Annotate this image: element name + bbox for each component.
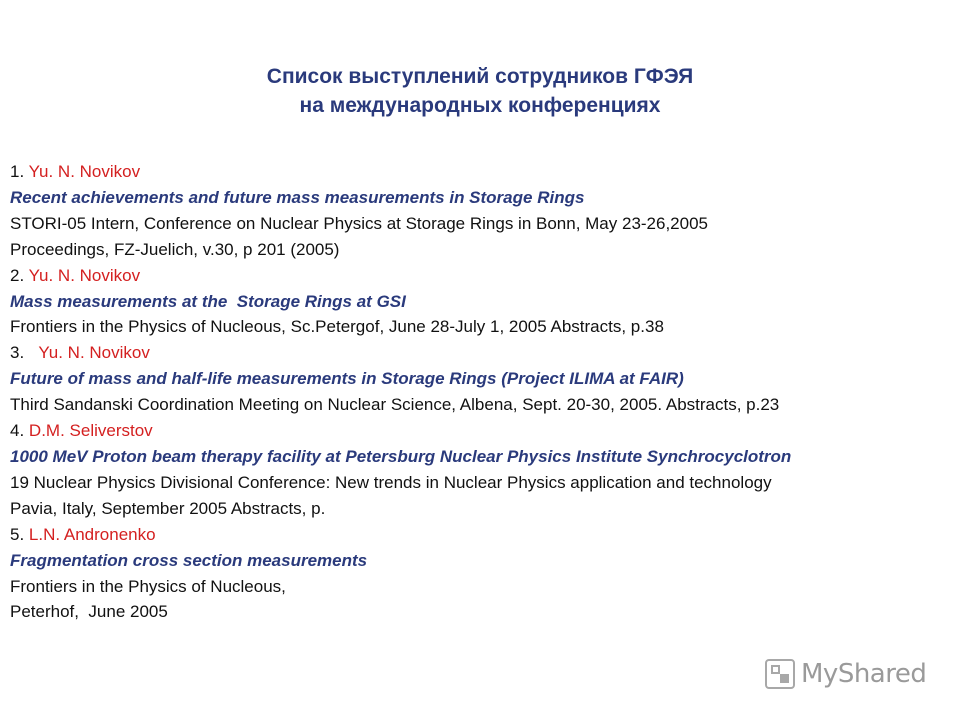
- entry-number: 1.: [10, 162, 25, 181]
- entry-number: 5.: [10, 524, 25, 544]
- entry-paper-title: Future of mass and half-life measurements in Storage Rings (Project ILIMA at FAIR): [10, 369, 684, 389]
- list-item: [10, 159, 945, 263]
- list-item: [10, 522, 945, 626]
- entry-author: D.M. Seliverstov: [28, 421, 153, 441]
- entry-number: 2.: [10, 265, 25, 285]
- page-title: [0, 62, 960, 120]
- presentation-list: [10, 159, 945, 625]
- entry-detail: Peterhof, June 2005: [10, 602, 168, 622]
- entry-detail: Frontiers in the Physics of Nucleous,: [10, 576, 286, 596]
- title-line-1: Список выступлений сотрудников ГФЭЯ: [266, 65, 694, 88]
- list-item: [10, 263, 945, 341]
- list-item: [10, 340, 945, 418]
- entry-author: L.N. Andronenko: [28, 524, 156, 544]
- entry-detail: Pavia, Italy, September 2005 Abstracts, p.: [10, 498, 326, 518]
- entry-detail: Proceedings, FZ-Juelich, v.30, p 201 (2005): [10, 239, 340, 259]
- entry-author: Yu. N. Novikov: [28, 162, 141, 181]
- entry-author: Yu. N. Novikov: [38, 343, 150, 363]
- entry-number: 4.: [10, 421, 25, 441]
- entry-detail: Frontiers in the Physics of Nucleous, Sc.Petergof, June 28-July 1, 2005 Abstracts, p.38: [10, 317, 664, 337]
- myshared-logo-icon: [765, 659, 795, 689]
- entry-paper-title: Mass measurements at the Storage Rings at GSI: [10, 291, 406, 311]
- watermark-text: MyShared: [801, 659, 927, 689]
- entry-detail: Third Sandanski Coordination Meeting on Nuclear Science, Albena, Sept. 20-30, 2005. Abstracts, p.23: [10, 395, 780, 415]
- entry-paper-title: 1000 MeV Proton beam therapy facility at Petersburg Nuclear Physics Institute Synchrocyclotron: [10, 446, 792, 466]
- entry-detail: 19 Nuclear Physics Divisional Conference: New trends in Nuclear Physics application and technology: [10, 472, 772, 492]
- entry-paper-title: Recent achievements and future mass measurements in Storage Rings: [10, 187, 585, 207]
- entry-detail: STORI-05 Intern, Conference on Nuclear Physics at Storage Rings in Bonn, May 23-26,2005: [10, 213, 709, 233]
- entry-paper-title: Fragmentation cross section measurements: [10, 550, 368, 570]
- entry-author: Yu. N. Novikov: [28, 265, 141, 285]
- entry-number: 3.: [10, 343, 25, 363]
- list-item: [10, 418, 945, 522]
- myshared-watermark: [765, 656, 926, 692]
- title-line-2: на международных конференциях: [299, 94, 661, 117]
